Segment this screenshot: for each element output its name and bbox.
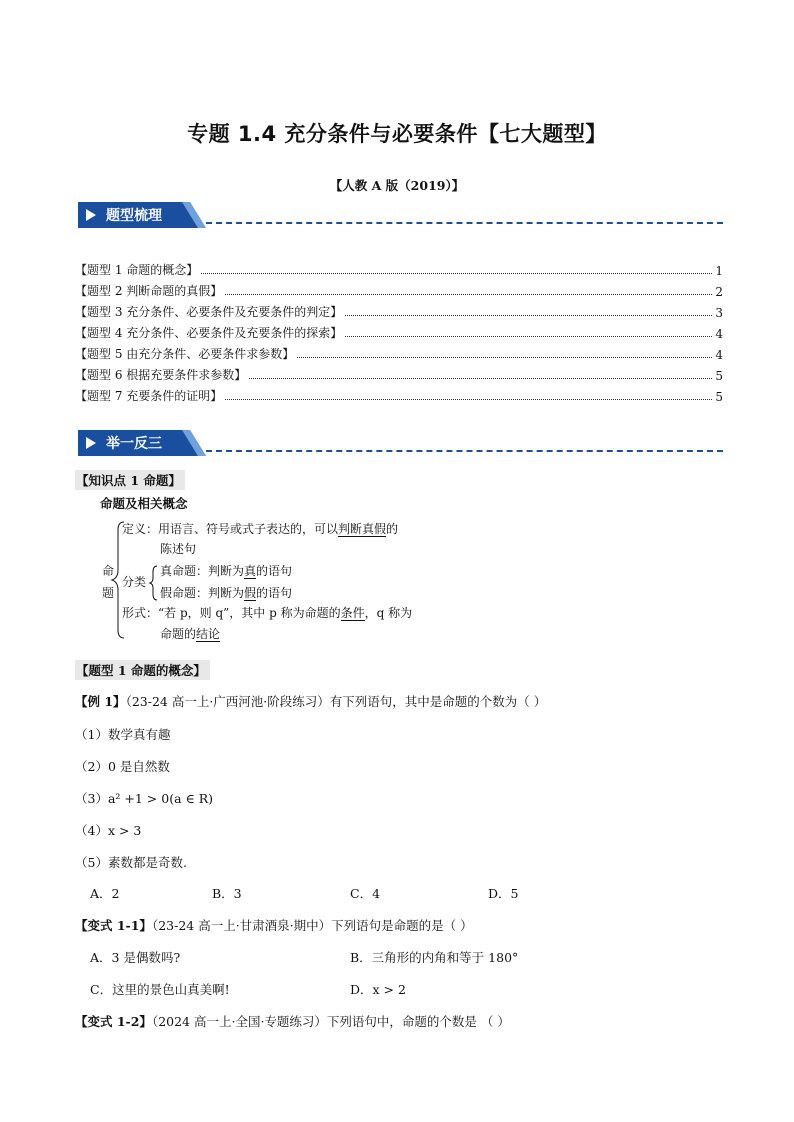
variant11-option-a: A．3 是偶数吗? [90,950,181,965]
toc-banner [78,202,723,228]
variant11-option-d: D．x > 2 [350,982,406,997]
toc-label: 【题型 4 充分条件、必要条件及充要条件的探索】 [75,326,343,340]
form-line-2: 命题的结论 [160,627,221,641]
example1-item: （4）x > 3 [75,823,142,838]
toc-page-number: 5 [715,390,723,404]
toc-label: 【题型 3 充分条件、必要条件及充要条件的判定】 [75,305,343,319]
toc-page-number: 4 [715,348,723,362]
toc-page-number: 1 [715,264,723,278]
toc-row[interactable] [75,365,723,383]
toc-leader-dots [201,273,712,274]
example1-item: （3）a² +1 > 0(a ∈ R) [75,791,214,806]
toc-row[interactable] [75,323,723,341]
toc-row[interactable] [75,302,723,320]
toc-label: 【题型 2 判断命题的真假】 [75,284,223,298]
toc-row[interactable] [75,386,723,404]
page-title: 专题 1.4 充分条件与必要条件【七大题型】 [187,122,607,146]
toc-page-number: 5 [715,369,723,383]
type1-label: 【题型 1 命题的概念】 [75,660,210,680]
toc-leader-dots [345,336,712,337]
concept-diagram [100,518,460,644]
true-proposition-line: 真命题：判断为真的语句 [160,564,293,578]
example1-item: （2）0 是自然数 [75,759,170,774]
page-subtitle: 【人教 A 版（2019）】 [329,178,465,193]
toc-label: 【题型 5 由充分条件、必要条件求参数】 [75,347,295,361]
banner-dash-line [206,450,723,452]
variant11-option-c: C．这里的景色山真美啊! [90,982,230,997]
concept-root: 命题 [102,564,115,600]
example1-option-c: C．4 [350,886,381,901]
example1-option-d: D．5 [488,886,519,901]
toc-leader-dots [345,315,712,316]
knowledge-point-label: 【知识点 1 命题】 [75,470,185,490]
toc-page-number: 4 [715,327,723,341]
toc-row[interactable] [75,344,723,362]
toc-page-number: 3 [715,306,723,320]
example1-stem: 【例 1】（23-24 高一上·广西河池·阶段练习）有下列语句，其中是命题的个数为（ ） [75,694,547,709]
toc-leader-dots [297,357,712,358]
variant11-stem: 【变式 1-1】（23-24 高一上·甘肃酒泉·期中）下列语句是命题的是（ ） [75,918,473,933]
definition-line-2: 陈述句 [160,542,197,556]
examples-banner [78,430,723,456]
banner-dash-line [206,222,723,224]
banner-label: 题型梳理 [106,208,162,224]
false-proposition-line: 假命题：判断为假的语句 [160,586,293,600]
variant11-option-b: B．三角形的内角和等于 180° [350,950,519,965]
toc-row[interactable] [75,281,723,299]
toc-page-number: 2 [715,285,723,299]
toc-leader-dots [225,399,712,400]
toc-leader-dots [249,378,712,379]
example1-option-a: A．2 [90,886,120,901]
example1-option-b: B．3 [212,886,242,901]
concept-heading: 命题及相关概念 [100,496,188,511]
toc-label: 【题型 7 充要条件的证明】 [75,389,223,403]
toc-row[interactable] [75,260,723,278]
definition-line: 定义：用语言、符号或式子表达的，可以判断真假的 [122,522,399,536]
toc-leader-dots [225,294,712,295]
example1-item: （5）素数都是奇数. [75,855,187,870]
variant12-stem: 【变式 1-2】（2024 高一上·全国·专题练习）下列语句中，命题的个数是 （ ） [75,1014,510,1029]
category-label: 分类 [122,575,147,589]
form-line: 形式：“若 p，则 q”，其中 p 称为命题的条件，q 称为 [122,606,413,620]
toc-label: 【题型 6 根据充要条件求参数】 [75,368,247,382]
toc-label: 【题型 1 命题的概念】 [75,263,199,277]
banner-label: 举一反三 [106,436,162,452]
example1-item: （1）数学真有趣 [75,727,171,742]
